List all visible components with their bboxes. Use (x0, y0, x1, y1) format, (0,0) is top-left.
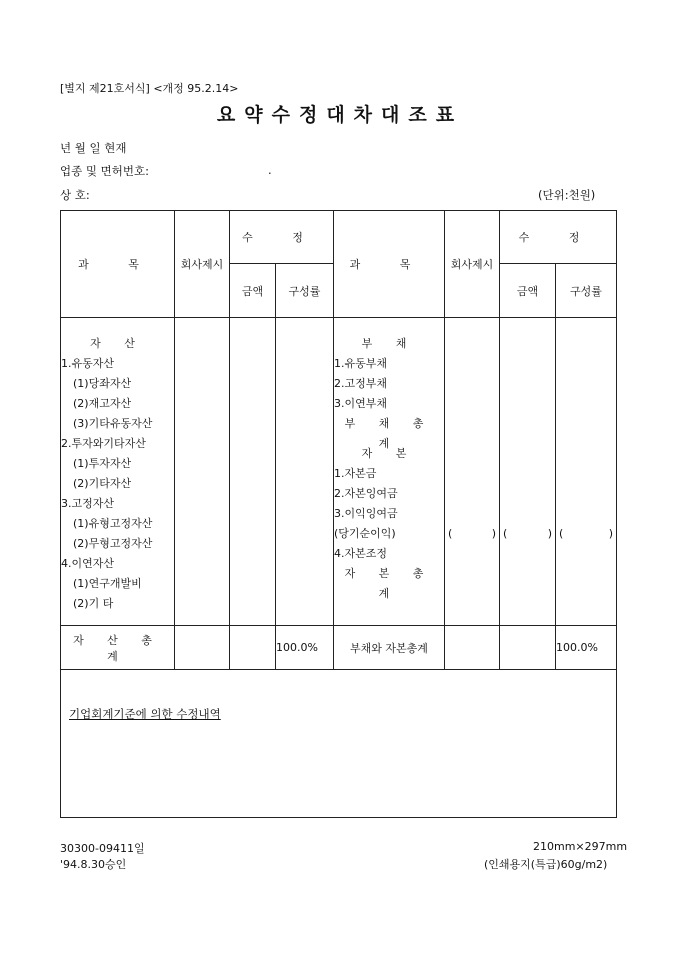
header-subject-left: 과 목 (61, 211, 175, 318)
form-number: [별지 제21호서식] <개정 95.2.14> (60, 82, 239, 95)
liabilities-amount-values (500, 318, 556, 626)
revision-notes-area (61, 670, 617, 818)
liabilities-items (334, 318, 445, 626)
unit-label: (단위:천원) (538, 188, 596, 202)
page-title: 요약수정대차대조표 (216, 104, 464, 126)
paper-spec: (인쇄용지(특급)60g/m2) (484, 858, 608, 871)
asset-item: (3)기타유동자산 (73, 417, 153, 430)
header-subject-right: 과 목 (334, 211, 445, 318)
asset-item: (1)투자자산 (73, 457, 132, 470)
header-revision-left: 수 정 (230, 211, 334, 264)
header-ratio-left: 구성률 (276, 264, 334, 318)
capital-heading: 자 본 (361, 447, 417, 460)
net-income-paren: ( ) (448, 527, 496, 540)
assets-heading: 자 산 (90, 337, 145, 350)
approval-date: '94.8.30승인 (60, 858, 127, 871)
capital-item: 3.이익잉여금 (334, 507, 398, 520)
dot-mark: . (268, 163, 272, 177)
balance-sheet-table (60, 210, 617, 818)
asset-item: (2)기 타 (73, 597, 114, 610)
asset-item: (1)유형고정자산 (73, 517, 153, 530)
liab-cap-total-company (445, 626, 500, 670)
header-amount-left: 금액 (230, 264, 276, 318)
asset-total-amount (230, 626, 276, 670)
asset-item: (2)재고자산 (73, 397, 132, 410)
liability-item: 3.이연부채 (334, 397, 387, 410)
form-code: 30300-09411일 (60, 842, 145, 855)
liability-item: 1.유동부채 (334, 357, 387, 370)
assets-company-values (175, 318, 230, 626)
asset-total-label: 자 산 총 계 (61, 626, 175, 670)
asset-item: (1)연구개발비 (73, 577, 142, 590)
capital-item: (당기순이익) (334, 527, 396, 540)
liabilities-heading: 부 채 (361, 337, 417, 350)
asset-item: 4.이연자산 (61, 557, 114, 570)
liabilities-total: 부 채 총 계 (344, 417, 434, 450)
asset-item: 2.투자와기타자산 (61, 437, 146, 450)
liab-cap-total-ratio: 100.0% (556, 626, 617, 670)
header-ratio-right: 구성률 (556, 264, 617, 318)
capital-item: 2.자본잉여금 (334, 487, 398, 500)
revision-notes-label: 기업회계기준에 의한 수정내역 (69, 707, 221, 721)
capital-item: 1.자본금 (334, 467, 377, 480)
header-company-left: 회사제시 (175, 211, 230, 318)
paper-size: 210mm×297mm (533, 840, 628, 853)
business-license-line: 업종 및 면허번호: (60, 164, 149, 178)
company-name-line: 상 호: (60, 188, 90, 202)
asset-item: 3.고정자산 (61, 497, 114, 510)
header-amount-right: 금액 (500, 264, 556, 318)
asset-item: 1.유동자산 (61, 357, 114, 370)
liability-item: 2.고정부채 (334, 377, 387, 390)
liab-cap-total-label: 부채와 자본총계 (334, 626, 445, 670)
asset-item: (2)무형고정자산 (73, 537, 153, 550)
assets-amount-values (230, 318, 276, 626)
liabilities-ratio-values (556, 318, 617, 626)
header-company-right: 회사제시 (445, 211, 500, 318)
liab-cap-total-amount (500, 626, 556, 670)
capital-total: 자 본 총 계 (344, 567, 434, 600)
asset-item: (1)당좌자산 (73, 377, 132, 390)
net-income-paren: ( ) (503, 527, 552, 540)
header-revision-right: 수 정 (500, 211, 617, 264)
asset-item: (2)기타자산 (73, 477, 132, 490)
assets-items (61, 318, 175, 626)
capital-item: 4.자본조정 (334, 547, 387, 560)
assets-ratio-values (276, 318, 334, 626)
asset-total-ratio: 100.0% (276, 626, 334, 670)
date-line: 년 월 일 현재 (60, 141, 127, 155)
net-income-paren: ( ) (559, 527, 613, 540)
asset-total-company (175, 626, 230, 670)
liabilities-company-values (445, 318, 500, 626)
